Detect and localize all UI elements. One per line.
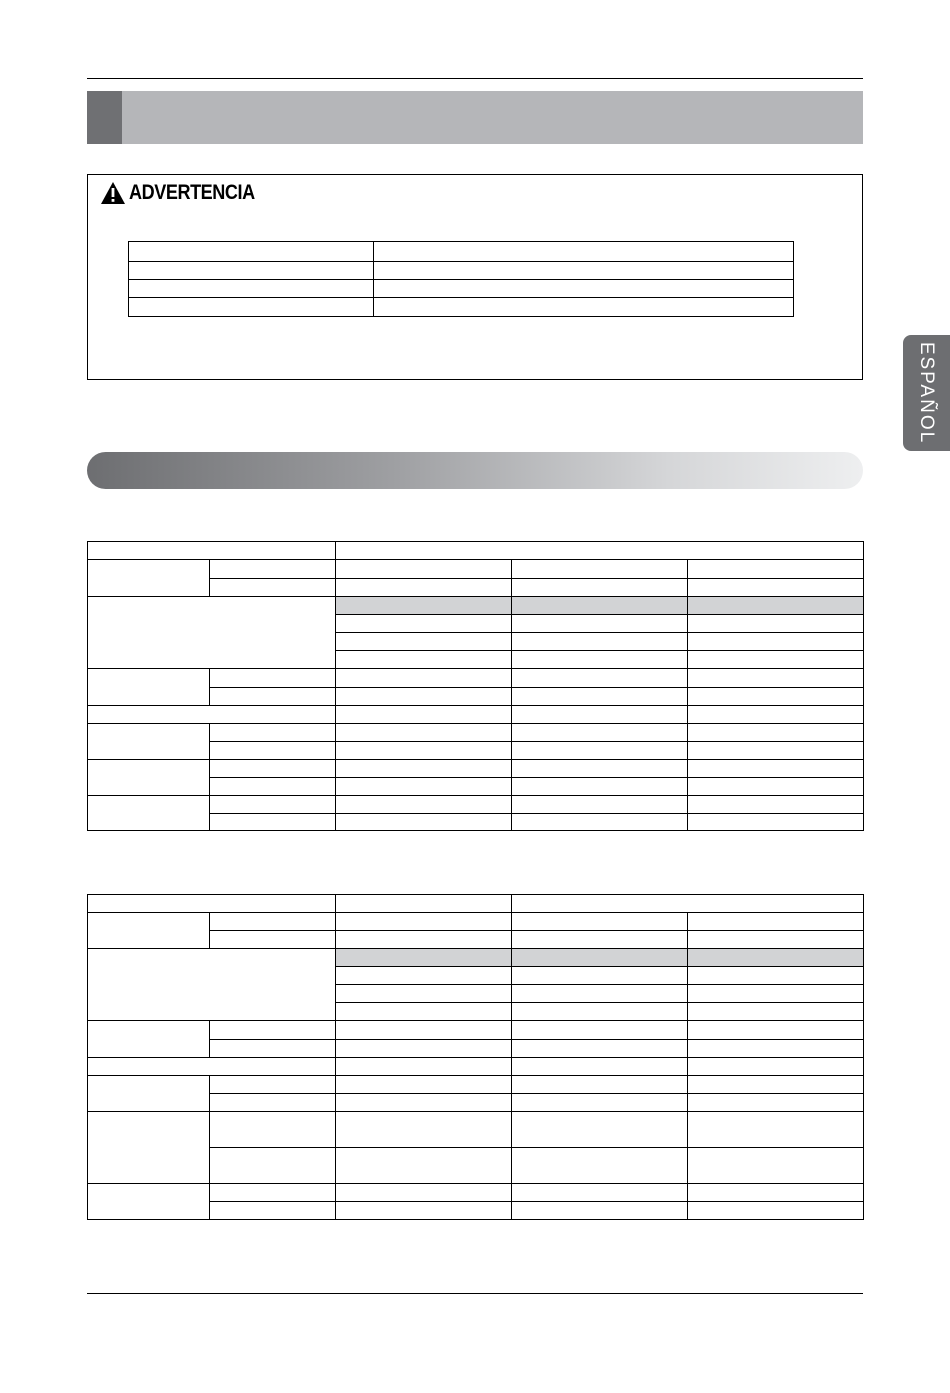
table-cell xyxy=(512,1112,688,1148)
table-cell xyxy=(129,298,374,317)
table-cell xyxy=(336,1202,512,1220)
table-cell xyxy=(688,1040,864,1058)
table-cell xyxy=(210,579,336,597)
table-cell xyxy=(88,669,210,706)
table-cell xyxy=(210,1112,336,1148)
language-tab-label: ESPAÑOL xyxy=(916,341,937,445)
table-cell xyxy=(512,1076,688,1094)
table-cell xyxy=(210,1076,336,1094)
table-cell xyxy=(336,1148,512,1184)
table-cell xyxy=(336,1021,512,1040)
table-row xyxy=(88,669,864,688)
table-cell xyxy=(512,895,864,913)
table-cell xyxy=(688,1184,864,1202)
table-cell xyxy=(374,280,794,298)
section-title-bar xyxy=(87,452,863,489)
table-cell xyxy=(336,967,512,985)
table-cell xyxy=(512,742,688,760)
table-cell xyxy=(688,760,864,778)
table-cell xyxy=(512,1202,688,1220)
table-cell xyxy=(88,913,210,949)
table-cell xyxy=(88,895,336,913)
table-cell xyxy=(688,633,864,651)
table-cell xyxy=(512,814,688,831)
table-cell xyxy=(336,688,512,706)
table-row xyxy=(129,242,794,262)
spec-table-1 xyxy=(87,541,864,831)
table-cell xyxy=(512,1058,688,1076)
table-cell xyxy=(88,796,210,831)
table-cell xyxy=(688,579,864,597)
table-cell xyxy=(88,542,336,560)
table-cell xyxy=(512,967,688,985)
table-cell xyxy=(688,1094,864,1112)
table-cell xyxy=(688,1148,864,1184)
table-cell xyxy=(129,262,374,280)
table-cell xyxy=(512,633,688,651)
table-cell xyxy=(336,760,512,778)
table-cell xyxy=(336,1003,512,1021)
table-row xyxy=(88,949,864,967)
table-cell xyxy=(374,242,794,262)
table-cell xyxy=(210,688,336,706)
warning-table xyxy=(128,241,794,317)
table-cell xyxy=(336,724,512,742)
table-cell xyxy=(688,1021,864,1040)
table-cell xyxy=(88,706,336,724)
table-row xyxy=(88,1058,864,1076)
table-cell xyxy=(210,760,336,778)
table-cell xyxy=(688,1112,864,1148)
table-row xyxy=(88,1076,864,1094)
table-cell xyxy=(688,913,864,931)
table-cell xyxy=(336,1094,512,1112)
table-cell xyxy=(129,242,374,262)
table-cell xyxy=(512,1021,688,1040)
table-cell xyxy=(688,560,864,579)
table-cell xyxy=(336,895,512,913)
table-cell xyxy=(512,1184,688,1202)
table-cell xyxy=(512,760,688,778)
bottom-rule xyxy=(87,1293,863,1294)
table-cell xyxy=(374,262,794,280)
table-row xyxy=(88,542,864,560)
table-cell xyxy=(336,778,512,796)
table-cell xyxy=(336,1076,512,1094)
table-cell xyxy=(688,1202,864,1220)
table-cell xyxy=(88,597,336,669)
table-row xyxy=(88,560,864,579)
table-row xyxy=(129,262,794,280)
top-rule xyxy=(87,78,863,79)
table-cell xyxy=(88,560,210,597)
table-cell xyxy=(210,560,336,579)
table-cell xyxy=(88,724,210,760)
warning-heading xyxy=(100,180,275,206)
table-cell xyxy=(688,949,864,967)
table-cell xyxy=(512,724,688,742)
table-cell xyxy=(336,742,512,760)
table-cell xyxy=(336,814,512,831)
table-cell xyxy=(88,1058,336,1076)
table-cell xyxy=(512,1003,688,1021)
table-cell xyxy=(336,615,512,633)
table-cell xyxy=(336,633,512,651)
table-cell xyxy=(210,1148,336,1184)
table-cell xyxy=(688,778,864,796)
table-cell xyxy=(688,742,864,760)
table-cell xyxy=(210,1021,336,1040)
table-cell xyxy=(512,913,688,931)
table-cell xyxy=(336,913,512,931)
table-cell xyxy=(688,669,864,688)
table-cell xyxy=(210,931,336,949)
table-cell xyxy=(512,1148,688,1184)
table-row xyxy=(88,913,864,931)
table-cell xyxy=(688,796,864,814)
table-row xyxy=(129,280,794,298)
table-cell xyxy=(512,796,688,814)
table-cell xyxy=(210,1040,336,1058)
table-cell xyxy=(336,1184,512,1202)
table-cell xyxy=(688,724,864,742)
table-cell xyxy=(688,1058,864,1076)
table-cell xyxy=(336,597,512,615)
table-cell xyxy=(512,1040,688,1058)
table-cell xyxy=(336,949,512,967)
table-cell xyxy=(512,560,688,579)
table-cell xyxy=(336,1112,512,1148)
table-cell xyxy=(336,542,864,560)
table-cell xyxy=(88,1021,210,1058)
table-cell xyxy=(88,1112,210,1184)
table-cell xyxy=(512,669,688,688)
table-cell xyxy=(210,778,336,796)
spec-table-2 xyxy=(87,894,864,1220)
table-cell xyxy=(688,651,864,669)
table-cell xyxy=(512,931,688,949)
table-row xyxy=(129,298,794,317)
table-cell xyxy=(512,597,688,615)
table-cell xyxy=(210,796,336,814)
table-cell xyxy=(210,669,336,688)
table-cell xyxy=(688,597,864,615)
table-cell xyxy=(688,615,864,633)
table-cell xyxy=(512,579,688,597)
table-cell xyxy=(88,760,210,796)
table-cell xyxy=(88,949,336,1021)
table-cell xyxy=(688,967,864,985)
table-row xyxy=(88,1112,864,1148)
table-cell xyxy=(336,1058,512,1076)
table-cell xyxy=(336,706,512,724)
table-cell xyxy=(210,742,336,760)
table-cell xyxy=(210,1184,336,1202)
table-row xyxy=(88,895,864,913)
table-row xyxy=(88,1184,864,1202)
table-cell xyxy=(688,688,864,706)
table-cell xyxy=(88,1184,210,1220)
table-cell xyxy=(336,1040,512,1058)
table-cell xyxy=(210,814,336,831)
table-cell xyxy=(336,651,512,669)
table-cell xyxy=(336,579,512,597)
table-cell xyxy=(374,298,794,317)
table-cell xyxy=(688,706,864,724)
table-cell xyxy=(336,931,512,949)
table-cell xyxy=(336,985,512,1003)
table-row xyxy=(88,760,864,778)
table-row xyxy=(88,796,864,814)
table-cell xyxy=(512,1094,688,1112)
table-cell xyxy=(512,651,688,669)
warning-triangle-icon xyxy=(100,181,126,205)
table-cell xyxy=(688,985,864,1003)
section-header-band xyxy=(87,91,863,144)
table-cell xyxy=(336,669,512,688)
table-cell xyxy=(210,724,336,742)
table-cell xyxy=(512,615,688,633)
table-cell xyxy=(88,1076,210,1112)
table-cell xyxy=(210,1202,336,1220)
table-row xyxy=(88,724,864,742)
table-cell xyxy=(688,814,864,831)
table-cell xyxy=(688,1003,864,1021)
table-cell xyxy=(512,778,688,796)
table-row xyxy=(88,706,864,724)
table-cell xyxy=(512,949,688,967)
table-cell xyxy=(512,706,688,724)
table-cell xyxy=(512,688,688,706)
section-header-marker xyxy=(87,91,122,144)
table-cell xyxy=(129,280,374,298)
table-cell xyxy=(336,796,512,814)
table-row xyxy=(88,1021,864,1040)
table-cell xyxy=(210,913,336,931)
table-cell xyxy=(210,1094,336,1112)
table-cell xyxy=(336,560,512,579)
table-cell xyxy=(688,1076,864,1094)
warning-title: ADVERTENCIA xyxy=(129,181,255,204)
table-cell xyxy=(512,985,688,1003)
table-row xyxy=(88,597,864,615)
table-cell xyxy=(688,931,864,949)
